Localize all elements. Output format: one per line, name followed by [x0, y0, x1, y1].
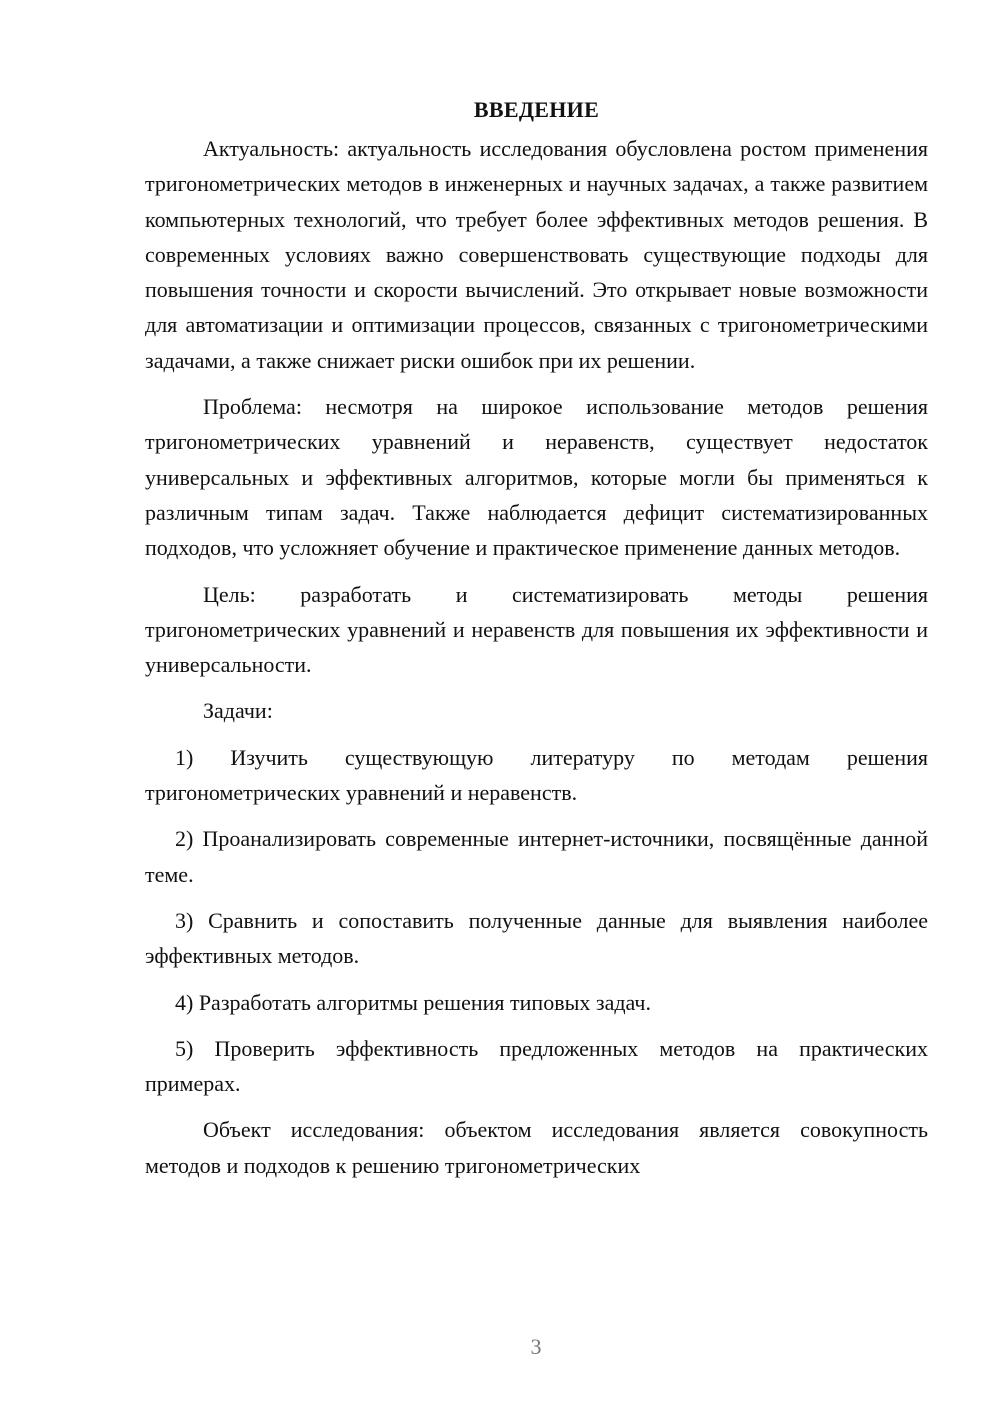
- tasks-label: Задачи:: [203, 698, 273, 724]
- task-item-3: 3) Сравнить и сопоставить полученные данные для выявления наиболее эффективных методов.: [145, 907, 928, 969]
- task-item-2: 2) Проанализировать современные интернет-источники, посвящённые данной теме.: [145, 826, 928, 887]
- object-paragraph: Объект исследования: объектом исследования является совокупность методов и подходов к решению тригонометрических: [145, 1117, 928, 1178]
- task-item-1: 1) Изучить существующую литературу по методам решения тригонометрических уравнений и неравенств.: [145, 744, 928, 806]
- relevance-paragraph: Актуальность: актуальность исследования обусловлена ростом применения тригонометрических методов в инженерных и научных задачах, а также развитием компьютерных технологий, что требует более эффективных методов решения. В современных условиях важно совершенствовать существующие подходы для повышения точности и скорости вычислений. Это открывает новые возможности для автоматизации и оптимизации процессов, связанных с тригонометрическими задачами, а также снижает риски ошибок при их решении.: [145, 136, 928, 373]
- task-item-5: 5) Проверить эффективность предложенных методов на практических примерах.: [145, 1035, 928, 1097]
- problem-paragraph: Проблема: несмотря на широкое использование методов решения тригонометрических уравнений и неравенств, существует недостаток универсальных и эффективных алгоритмов, которые могли бы применяться к различным типам задач. Также наблюдается дефицит систематизированных подходов, что усложняет обучение и практическое применение данных методов.: [145, 394, 928, 561]
- task-item-4: 4) Разработать алгоритмы решения типовых задач.: [175, 989, 651, 1015]
- page-number: 3: [530, 1334, 542, 1359]
- document-page: [145, 92, 928, 1183]
- goal-paragraph: Цель: разработать и систематизировать методы решения тригонометрических уравнений и неравенств для повышения их эффективности и универсальности.: [145, 581, 928, 678]
- section-heading: ВВЕДЕНИЕ: [473, 97, 600, 122]
